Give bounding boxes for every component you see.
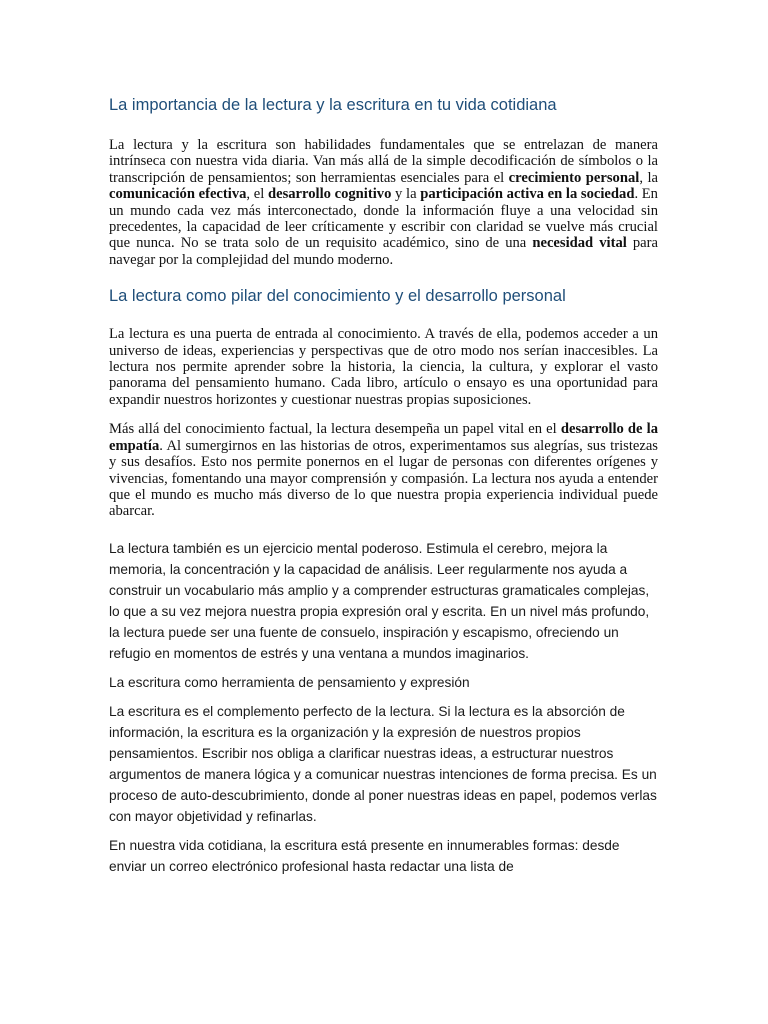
text-run: para navegar por la complejidad del mundo moderno. xyxy=(109,235,658,268)
bold-desarrollo-empatia: desarrollo de la empatía xyxy=(109,421,658,454)
paragraph-escritura-complemento: La escritura es el complemento perfecto de la lectura. Si la lectura es la absorción de información, la escritura es la organización y la expresión de nuestros propios pensamientos. Escribir nos obliga a clarificar nuestras ideas, a estructurar nuestros argumentos de manera lógica y a comunicar nuestras intenciones de forma precisa. Es un proceso de auto-descubrimiento, donde al poner nuestras ideas en papel, podemos verlas con mayor objetividad y refinarlas. xyxy=(109,703,657,824)
text-run: , el xyxy=(246,186,268,203)
bold-necesidad-vital: necesidad vital xyxy=(532,235,627,252)
paragraph-ejercicio-mental: La lectura también es un ejercicio mental poderoso. Estimula el cerebro, mejora la memoria, la concentración y la capacidad de análisis. Leer regularmente nos ayuda a construir un vocabulario más amplio y a comprender estructuras gramaticales complejas, lo que a su vez mejora nuestra propia expresión oral y escrita. En un nivel más profundo, la lectura puede ser una fuente de consuelo, inspiración y escapismo, ofreciendo un refugio en momentos de estrés y una ventana a mundos imaginarios. xyxy=(109,540,650,661)
text-run: y la xyxy=(391,186,421,203)
text-run: La lectura y la escritura son habilidades fundamentales que se entrelazan de manera intrínseca con nuestra vida diaria. Van más allá de la simple decodificación de símbolos o la transcripción de pensamientos; son herramientas esenciales para el xyxy=(109,137,658,186)
bold-crecimiento-personal: crecimiento personal xyxy=(508,169,640,186)
bold-desarrollo-cognitivo: desarrollo cognitivo xyxy=(267,186,392,203)
heading-escritura-herramienta: La escritura como herramienta de pensamiento y expresión xyxy=(109,674,470,690)
text-run: Más allá del conocimiento factual, la lectura desempeña un papel vital en el xyxy=(109,421,561,438)
paragraph-vida-cotidiana: En nuestra vida cotidiana, la escritura está presente en innumerables formas: desde enviar un correo electrónico profesional hasta redactar una lista de xyxy=(109,837,620,874)
text-run: . Al sumergirnos en las historias de otros, experimentamos sus alegrías, sus tristezas y sus desafíos. Esto nos permite ponernos en el lugar de personas con diferentes orígenes y vivencias, fomentando una mayor comprensión y compasión. La lectura nos ayuda a entender que el mundo es mucho más diverso de lo que nuestra propia experiencia individual puede abarcar. xyxy=(109,437,658,520)
bold-participacion-activa: participación activa en la sociedad xyxy=(420,186,635,203)
heading-lectura-pilar: La lectura como pilar del conocimiento y el desarrollo personal xyxy=(109,287,566,306)
paragraph-intro xyxy=(109,137,658,268)
paragraph-conocimiento: La lectura es una puerta de entrada al conocimiento. A través de ella, podemos acceder a un universo de ideas, experiencias y perspectivas que de otro modo nos serían inaccesibles. La lectura nos permite aprender sobre la historia, la ciencia, la cultura, y explorar el vasto panorama del pensamiento humano. Cada libro, artículo o ensayo es una oportunidad para expandir nuestros horizontes y cuestionar nuestras propias suposiciones. xyxy=(109,326,658,408)
text-run: , la xyxy=(639,169,658,186)
paragraph-empatia xyxy=(109,421,658,519)
heading-importancia: La importancia de la lectura y la escritura en tu vida cotidiana xyxy=(109,96,557,114)
bold-comunicacion-efectiva: comunicación efectiva xyxy=(109,186,247,203)
text-run: . En un mundo cada vez más interconectado, donde la información fluye a una velocidad sin precedentes, la capacidad de leer críticamente y escribir con claridad se vuelve más crucial que nunca. No se trata solo de un requisito académico, sino de una xyxy=(109,186,658,252)
